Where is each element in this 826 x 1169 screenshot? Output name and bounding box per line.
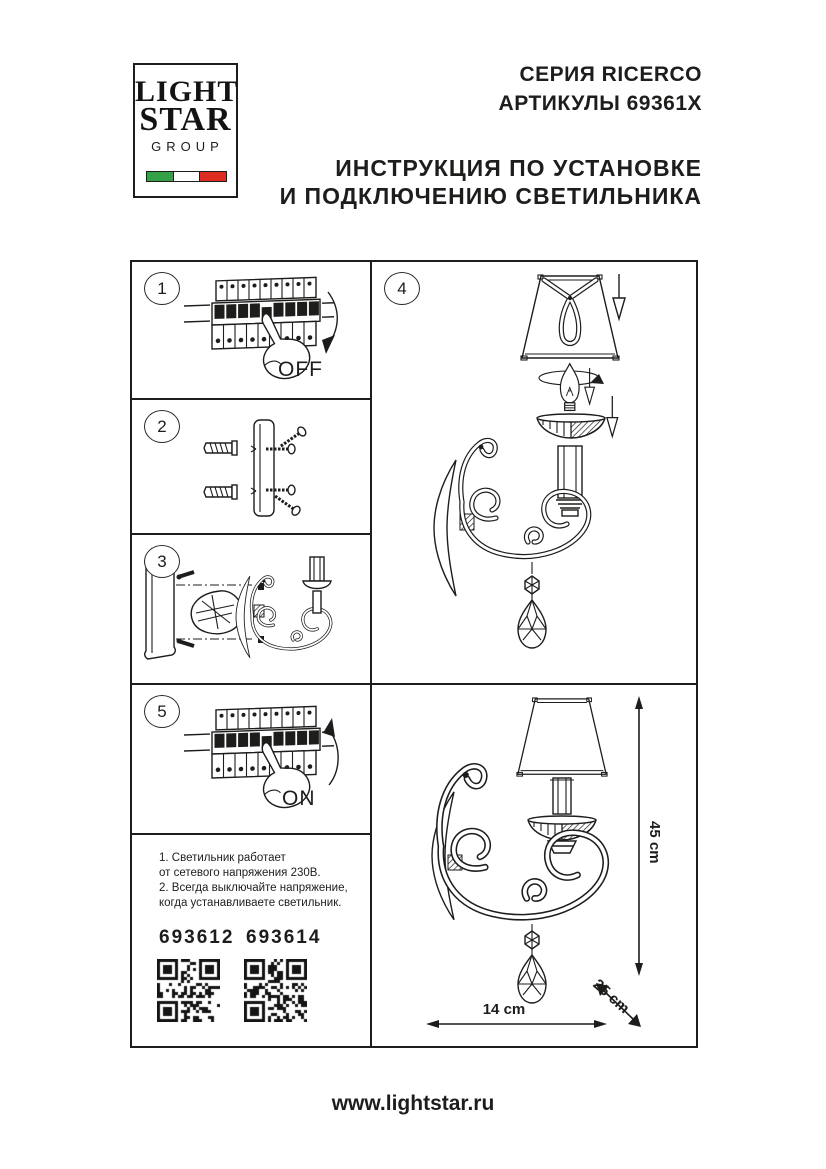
step1-panel xyxy=(132,262,370,400)
wall-plug-icon xyxy=(204,441,237,455)
wall-plate-icon xyxy=(236,576,250,658)
flag-green-segment xyxy=(147,172,173,181)
qr-code-693614 xyxy=(244,959,307,1022)
step5-number-badge: 5 xyxy=(144,695,180,728)
italian-flag-bar xyxy=(146,171,227,182)
step3-number-badge: 3 xyxy=(144,545,180,578)
instruction-title-line2: И ПОДКЛЮЧЕНИЮ СВЕТИЛЬНИКА xyxy=(279,183,702,209)
step4-number-badge: 4 xyxy=(384,272,420,305)
series-title: СЕРИЯ RICERCO xyxy=(519,63,702,86)
step1-number-badge: 1 xyxy=(144,272,180,305)
candle-sleeve-icon xyxy=(556,446,584,516)
instruction-grid xyxy=(130,260,698,1048)
articles-title: АРТИКУЛЫ 69361X xyxy=(498,92,702,115)
right-column xyxy=(372,262,696,1046)
note-line: когда устанавливаете светильник. xyxy=(159,897,342,909)
arrow-up-icon xyxy=(323,718,335,737)
logo-word-light: LIGHT xyxy=(135,75,239,108)
sconce-arm-icon xyxy=(439,766,605,917)
document-title-block xyxy=(232,60,702,210)
lampshade-icon xyxy=(521,275,619,360)
crystal-pendant-icon xyxy=(518,576,546,648)
wall-plate-icon xyxy=(434,460,456,596)
step3-panel xyxy=(132,535,370,685)
screw-icon xyxy=(272,492,301,516)
article-code-693614: 693614 xyxy=(246,927,322,948)
flag-red-segment xyxy=(200,172,226,181)
qr-code-693612 xyxy=(157,959,220,1022)
article-code-693612: 693612 xyxy=(159,927,235,948)
flag-white-segment xyxy=(173,172,201,181)
left-column xyxy=(132,262,372,1046)
lightstar-logo xyxy=(133,63,238,198)
note-line: от сетевого напряжения 230В. xyxy=(159,867,321,879)
height-dimension-label: 45 cm xyxy=(646,821,663,864)
step4-panel xyxy=(372,262,696,685)
exploded-assembly-illustration xyxy=(372,262,696,683)
website-url: www.lightstar.ru xyxy=(331,1092,495,1115)
on-label: ON xyxy=(282,787,316,810)
arrow-down-icon xyxy=(322,335,335,354)
off-label: OFF xyxy=(278,358,323,381)
arrow-down-icon xyxy=(613,274,625,319)
note-line: 2. Всегда выключайте напряжение, xyxy=(159,882,348,894)
logo-word-group: GROUP xyxy=(151,139,224,155)
logo-word-star: STAR xyxy=(139,101,232,139)
depth-dimension-label: 25 cm xyxy=(589,976,633,1018)
dimensions-panel xyxy=(372,685,696,1046)
lampshade-icon xyxy=(517,698,607,776)
step2-panel xyxy=(132,400,370,535)
width-dimension-label: 14 cm xyxy=(482,1001,526,1018)
crystal-pendant-icon xyxy=(518,931,546,1003)
note-line: 1. Светильник работает xyxy=(159,852,286,864)
notes-panel xyxy=(132,835,370,1046)
instruction-title-line1: ИНСТРУКЦИЯ ПО УСТАНОВКЕ xyxy=(335,155,702,181)
safety-notes xyxy=(159,851,348,911)
assembled-lamp-illustration xyxy=(372,685,696,1044)
step2-number-badge: 2 xyxy=(144,410,180,443)
step5-panel xyxy=(132,685,370,835)
wall-plug-icon xyxy=(204,485,237,499)
arrow-down-icon xyxy=(607,396,618,437)
bobeche-icon xyxy=(537,414,605,438)
